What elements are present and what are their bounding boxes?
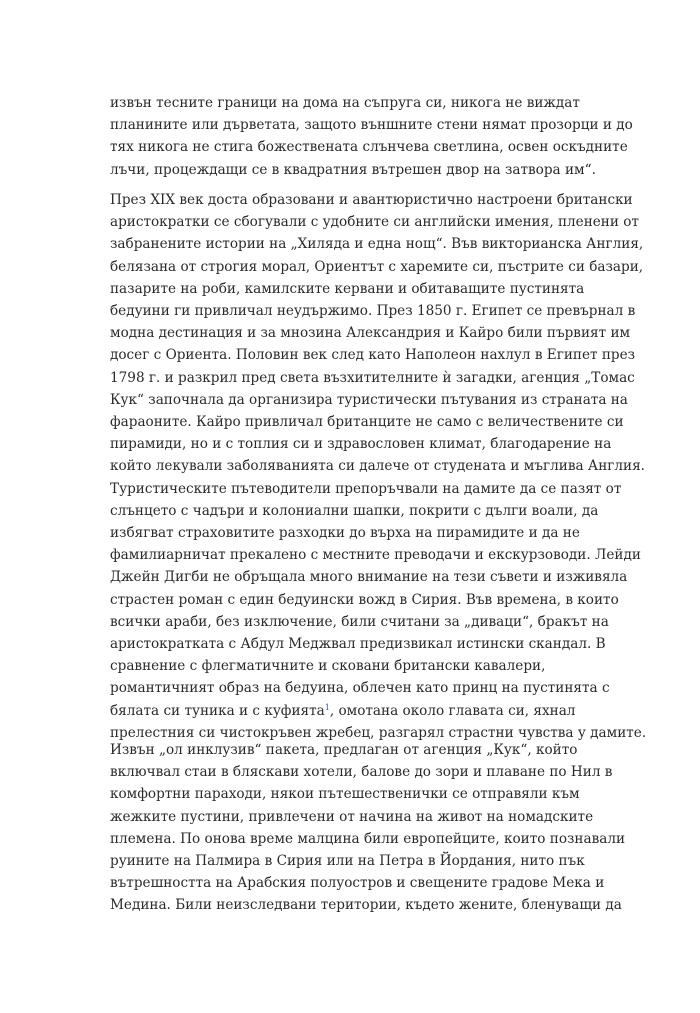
text-line: модна дестинация и за мнозина Александрия и Кайро били първият им xyxy=(110,325,631,342)
text-line: Туристическите пътеводители препоръчвали на дамите да се пазят от xyxy=(110,480,622,497)
text-line: фамилиарничат прекалено с местните преводачи и екскурзоводи. Лейди xyxy=(110,547,641,564)
text-line: Кук“ започнала да организира туристически пътувания из страната на xyxy=(110,391,628,408)
text-segment: бялата си туника и с куфията xyxy=(110,702,325,719)
text-line: племена. По онова време малцина били европейците, които познавали xyxy=(110,830,626,847)
text-line: досег с Ориента. Половин век след като Наполеон нахлул в Египет през xyxy=(110,347,636,364)
text-line: който лекували заболяванията си далече от студената и мъглива Англия. xyxy=(110,458,645,475)
text-line: планините или дърветата, защото външните стени нямат прозорци и до xyxy=(110,117,633,134)
text-line: Джейн Дигби не обръщала много внимание на тези съвети и изживяла xyxy=(110,569,628,586)
text-line: пирамиди, но и с топлия си и здравословен климат, благодарение на xyxy=(110,436,612,453)
text-line: аристократки се сбогували с удобните си английски имения, пленени от xyxy=(110,214,639,231)
text-line: всички араби, без изключение, били считани за „диваци“, бракът на xyxy=(110,613,609,630)
footnote-link[interactable]: 1 xyxy=(324,702,330,712)
text-line: вътрешността на Арабския полуостров и свещените градове Мека и xyxy=(110,875,605,892)
text-line: романтичният образ на бедуина, облечен като принц на пустинята с xyxy=(110,680,610,697)
text-line: 1798 г. и разкрил пред света възхитителните ѝ загадки, агенция „Томас xyxy=(110,369,635,386)
paragraph-1 xyxy=(110,92,633,181)
text-line: руините на Палмира в Сирия или на Петра в Йордания, нито пък xyxy=(110,853,585,870)
text-line: извън тесните граници на дома на съпруга си, никога не виждат xyxy=(110,95,580,111)
text-line: жежките пустини, привлечени от начина на живот на номадските xyxy=(110,808,594,825)
text-segment: , омотана около главата си, яхнал xyxy=(329,702,576,719)
text-line-with-footnote xyxy=(110,700,600,722)
text-line: аристократката с Абдул Меджвал предизвикал истински скандал. В xyxy=(110,636,606,653)
text-line: лъчи, процеждащи се в квадратния вътрешен двор на затвора им“. xyxy=(110,161,596,178)
text-line: избягват страховитите разходки до върха на пирамидите и да не xyxy=(110,525,580,542)
text-line: бедуини ги привличал неудържимо. През 1850 г. Египет се превърнал в xyxy=(110,303,636,320)
text-line: страстен роман с един бедуински вожд в Сирия. Във времена, в които xyxy=(110,591,619,608)
text-line: Медина. Били неизследвани територии, където жените, бленуващи да xyxy=(110,897,622,914)
paragraph-2 xyxy=(110,189,647,744)
text-line: сравнение с флегматичните и сковани британски кавалери, xyxy=(110,658,546,675)
paragraph-3 xyxy=(110,739,626,917)
text-line: През XIX век доста образовани и авантюристично настроени британски xyxy=(110,192,633,208)
text-line: пазарите на роби, камилските кервани и обитаващите пустинята xyxy=(110,280,585,297)
text-line: белязана от строгия морал, Ориентът с харемите си, пъстрите си базари, xyxy=(110,258,644,275)
text-line: тях никога не стига божествената слънчева светлина, освен оскъдните xyxy=(110,139,628,156)
text-line: прелестния си чистокръвен жребец, разгарял страстни чувства у дамите. xyxy=(110,724,647,741)
text-line: фараоните. Кайро привличал британците не само с величествените си xyxy=(110,414,624,431)
text-line: комфортни параходи, някои пътешественички се отправяли към xyxy=(110,786,580,803)
text-line: Извън „ол инклузив“ пакета, предлаган от агенция „Кук“, който xyxy=(110,742,578,758)
text-line: забранените истории на „Хиляда и една нощ“. Във викторианска Англия, xyxy=(110,236,644,253)
text-line: включвал стаи в бляскави хотели, балове до зори и плаване по Нил в xyxy=(110,764,613,781)
text-line: слънцето с чадъри и колониални шапки, покрити с дълги воали, да xyxy=(110,502,599,519)
